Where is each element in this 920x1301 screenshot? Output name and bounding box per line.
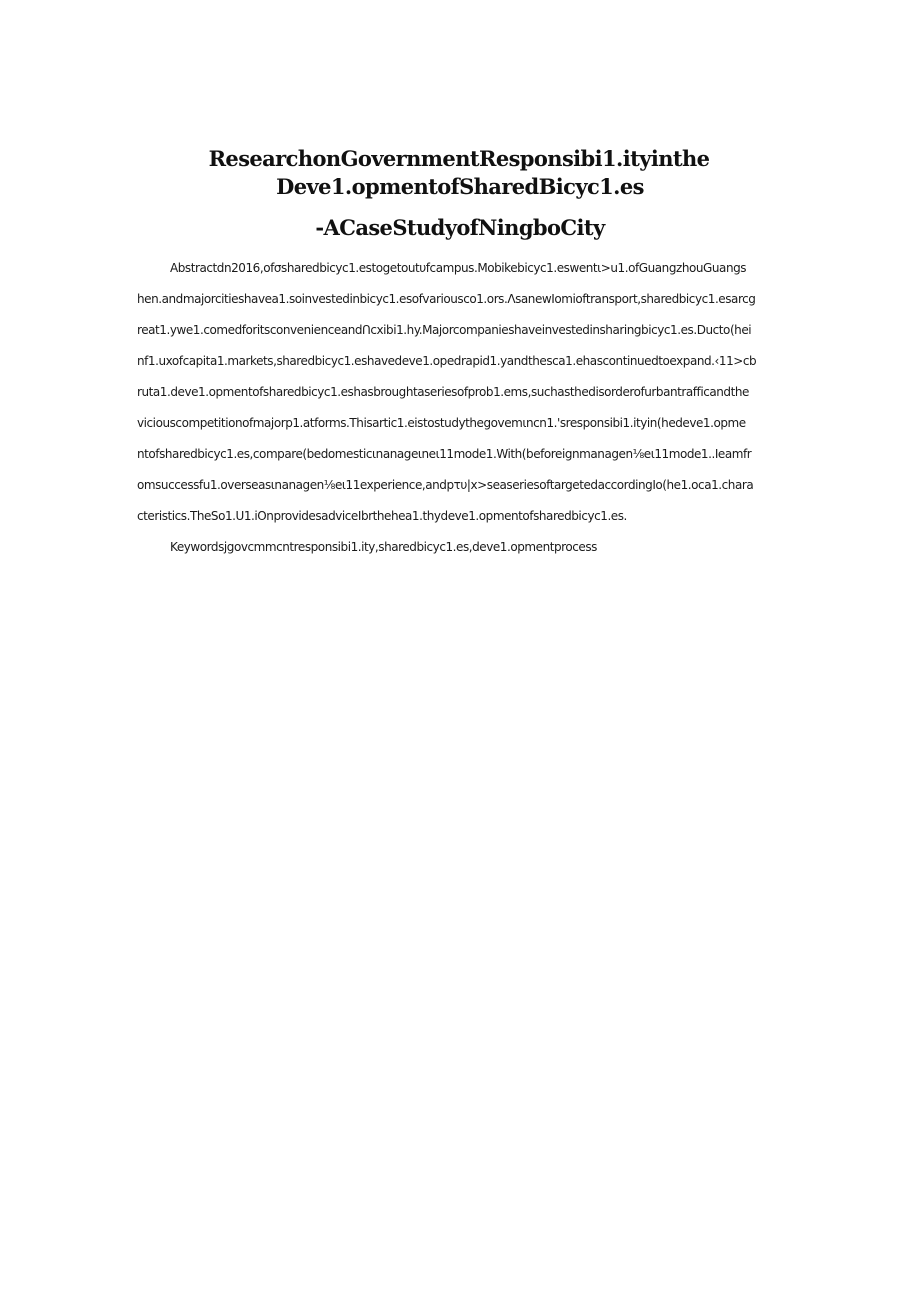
abstract-line: ntofsharedbicyc1.es,compare(bedomesticιnanageιneι11mode1.With(beforeignmanagen⅛eι11mode1..Ieamfr <box>137 447 752 461</box>
abstract-block <box>137 258 782 568</box>
abstract-line: viciouscompetitionofmajorp1.atforms.Thisartic1.eistostudythegovemιncn1.'sresponsibi1.ityin(hedeve1.opme <box>137 416 746 430</box>
abstract-line: ruta1.deve1.opmentofsharedbicyc1.eshasbroughtaseriesofprob1.ems,suchasthedisorderofurbantrafficandthe <box>137 385 749 399</box>
page-subtitle: -ACaseStudyofNingboCity <box>315 215 605 240</box>
abstract-line: Abstractdn2016,ofσsharedbicyc1.estogetoutυfcampus.Mobikebicyc1.eswentι>u1.ofGuangzhouGuangs <box>170 261 747 275</box>
page-title-line-1: ResearchonGovernmentResponsibi1.ityinthe <box>208 146 710 171</box>
abstract-line: nf1.uxofcapita1.markets,sharedbicyc1.eshavedeve1.opedrapid1.yandthesca1.ehascontinuedtoexpand.‹11>cb <box>137 354 757 368</box>
abstract-line: hen.andmajorcitieshavea1.soinvestedinbicyc1.esofvariousco1.ors.ΛsanewIomioftransport,sharedbicyc1.esarcg <box>137 292 756 306</box>
abstract-line: cteristics.TheSo1.U1.iOnprovidesadviceIbrthehea1.thydeve1.opmentofsharedbicyc1.es. <box>137 509 627 523</box>
title-block <box>0 145 920 242</box>
abstract-line: reat1.ywe1.comedforitsconvenienceandՈcxibi1.hy.Majorcompanieshaveinvestedinsharingbicyc1.es.Ducto(hei <box>137 323 752 337</box>
keywords-line: Keywordsjgovcmmcntresponsibi1.ity,sharedbicyc1.es,deve1.opmentprocess <box>170 540 597 554</box>
page-title-line-2: Deve1.opmentofSharedBicyc1.es <box>276 174 644 199</box>
abstract-line: omsuccessfu1.overseasιnanagen⅛eι11experience,andpτυ|x>seaseriesoftargetedaccordingIo(he1.oca1.chara <box>137 478 754 492</box>
